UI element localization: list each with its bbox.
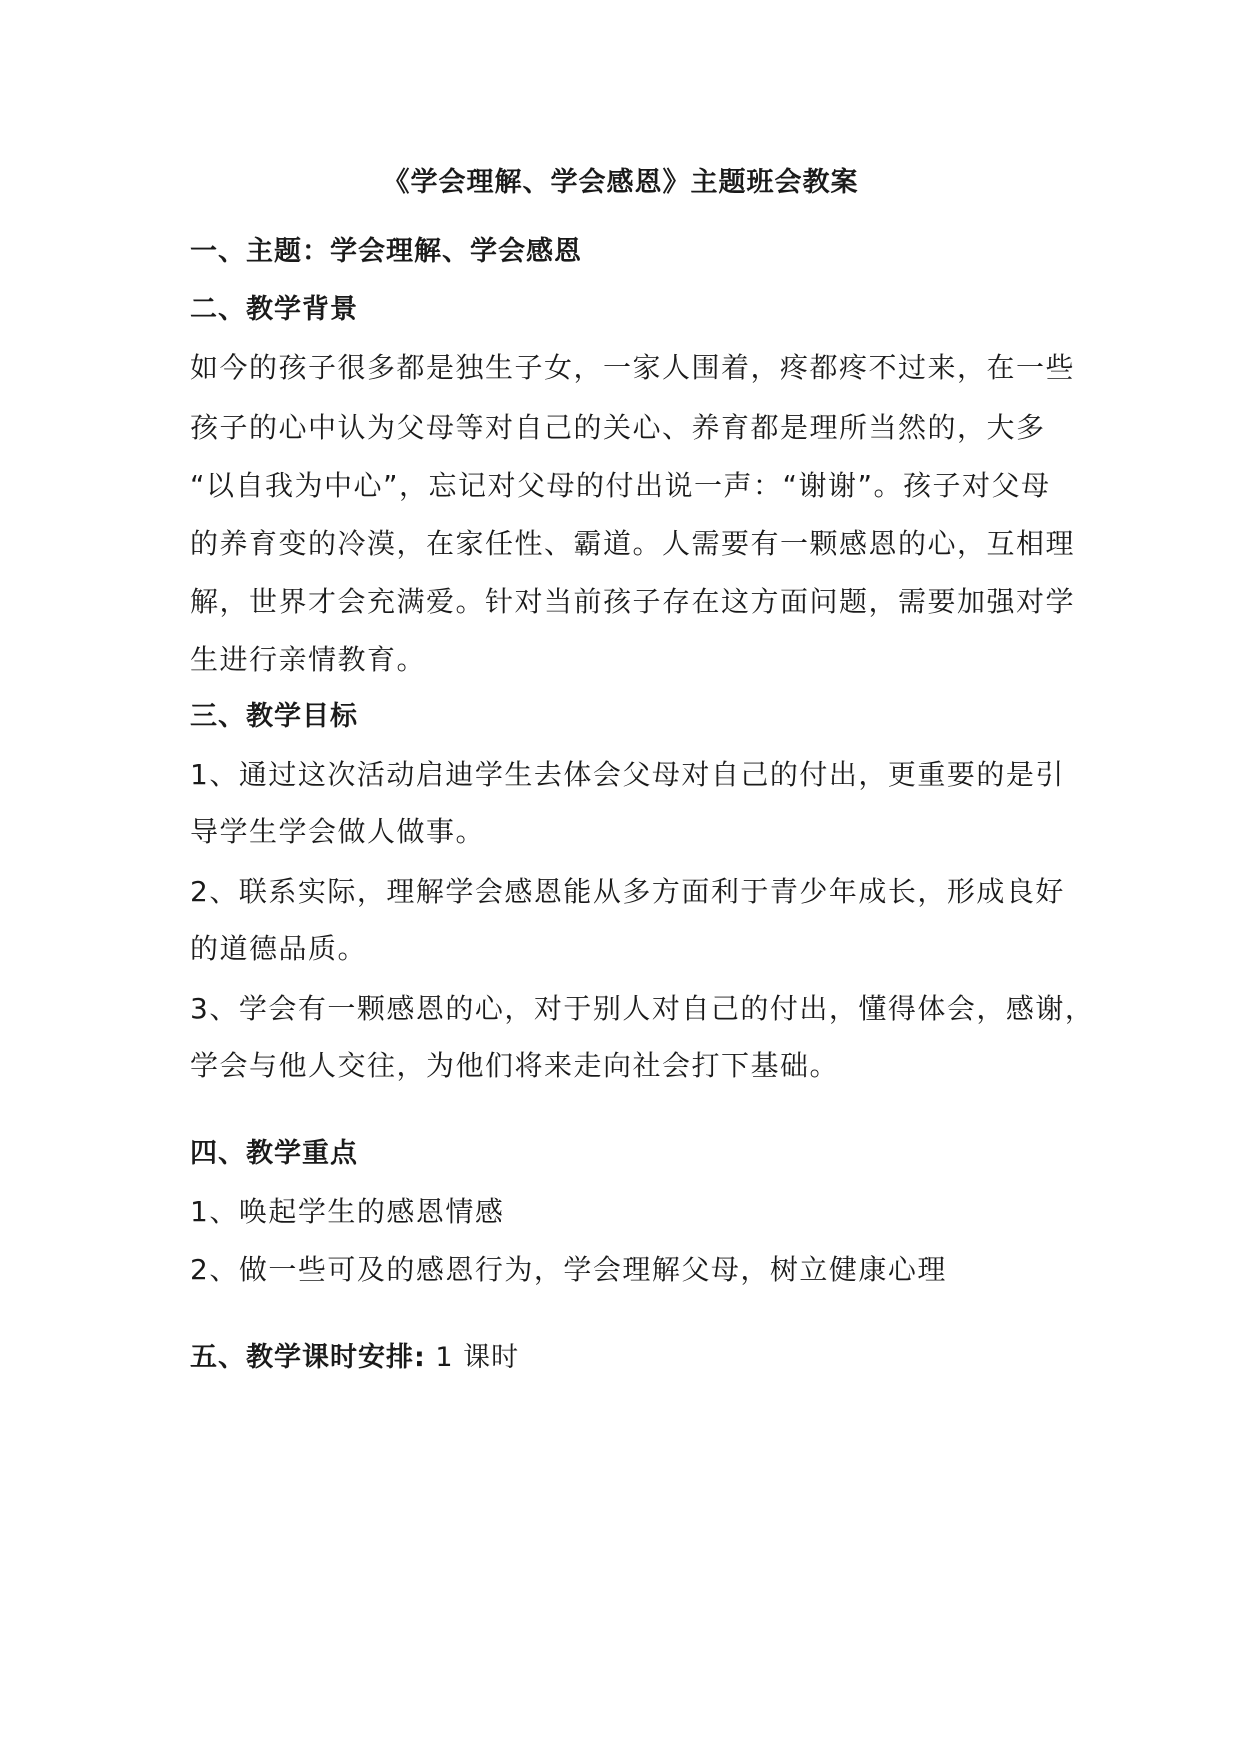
document-title: 《学会理解、学会感恩》主题班会教案	[382, 167, 859, 198]
background-line: 生进行亲情教育。	[190, 643, 427, 676]
schedule-value: 1 课时	[425, 1342, 520, 1373]
background-line: 孩子的心中认为父母等对自己的关心、养育都是理所当然的，大多	[190, 411, 1046, 444]
key-point-item: 1、唤起学生的感恩情感	[190, 1195, 505, 1228]
section-heading-key-points: 四、教学重点	[190, 1138, 358, 1169]
goal-line: 2、联系实际，理解学会感恩能从多方面利于青少年成长，形成良好	[190, 875, 1065, 908]
goal-line: 1、通过这次活动启迪学生去体会父母对自己的付出，更重要的是引	[190, 758, 1065, 791]
key-point-item: 2、做一些可及的感恩行为，学会理解父母，树立健康心理	[190, 1253, 947, 1286]
background-line: “以自我为中心”，忘记对父母的付出说一声：“谢谢”。孩子对父母	[190, 469, 1051, 502]
section-heading-background: 二、教学背景	[190, 294, 358, 325]
goal-line: 的道德品质。	[190, 932, 368, 965]
background-line: 如今的孩子很多都是独生子女，一家人围着，疼都疼不过来，在一些	[190, 351, 1076, 384]
section-heading-goals: 三、教学目标	[190, 701, 358, 732]
goal-line: 3、学会有一颗感恩的心，对于别人对自己的付出，懂得体会，感谢，	[190, 992, 1095, 1025]
schedule-label: 五、教学课时安排:	[190, 1342, 426, 1373]
goal-line: 导学生学会做人做事。	[190, 815, 486, 848]
section-heading-theme: 一、主题：学会理解、学会感恩	[190, 236, 582, 267]
background-line: 解，世界才会充满爱。针对当前孩子存在这方面问题，需要加强对学	[190, 585, 1076, 618]
background-line: 的养育变的冷漠，在家任性、霸道。人需要有一颗感恩的心，互相理	[190, 527, 1076, 560]
goal-line: 学会与他人交往，为他们将来走向社会打下基础。	[190, 1049, 840, 1082]
section-heading-schedule	[190, 1338, 519, 1378]
